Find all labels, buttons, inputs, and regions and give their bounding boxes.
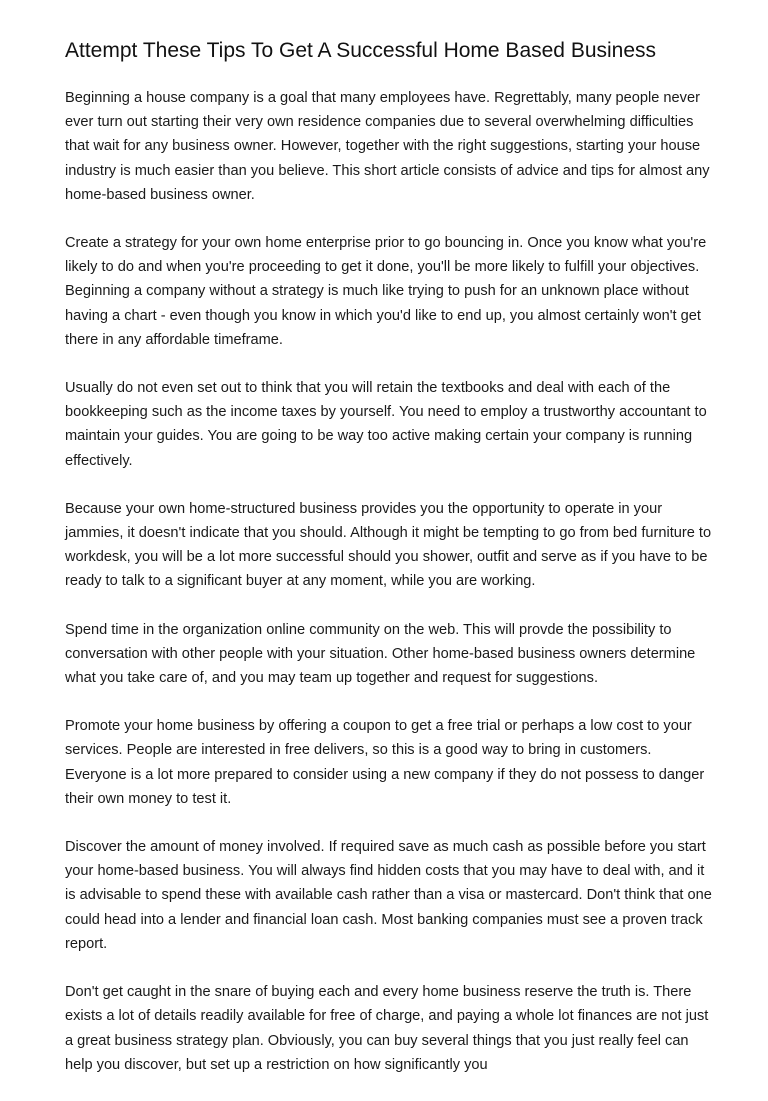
- document-title: Attempt These Tips To Get A Successful Home Based Business: [65, 39, 657, 62]
- paragraph: Because your own home-structured business provides you the opportunity to operate in your jammies, it doesn't indicate that you should. Although it might be tempting to go from bed furniture to workdesk, you will be a lot more successful should you shower, outfit and serve as if you have to be ready to talk to a significant buyer at any moment, while you are working.: [65, 500, 712, 590]
- paragraph: Usually do not even set out to think that you will retain the textbooks and deal with each of the bookkeeping such as the income taxes by yourself. You need to employ a trustworthy accountant to maintain your guides. You are going to be way too active making certain your company is running effectively.: [65, 380, 707, 469]
- paragraph: Spend time in the organization online community on the web. This will provde the possibility to conversation with other people with your situation. Other home-based business owners determine what you take care of, and you may team up together and request for suggestions.: [65, 621, 696, 687]
- paragraph: Don't get caught in the snare of buying each and every home business reserve the truth is. There exists a lot of details readily available for free of charge, and paying a whole lot finances are not just a great business strategy plan. Obviously, you can buy several things that you just really feel can help you discover, but set up a restriction on how significantly you: [65, 984, 709, 1073]
- paragraph: Create a strategy for your own home enterprise prior to go bouncing in. Once you know what you're likely to do and when you're proceeding to get it done, you'll be more likely to fulfill your objectives. Beginning a company without a strategy is much like trying to push for an unknown place without having a chart - even though you know in which you'd like to end up, you almost certainly won't get there in any affordable timeframe.: [65, 235, 707, 348]
- paragraph: Beginning a house company is a goal that many employees have. Regrettably, many people never ever turn out starting their very own residence companies due to several overwhelming difficulties that wait for any business owner. However, together with the right suggestions, starting your house industry is much easier than you believe. This short article consists of advice and tips for almost any home-based business owner.: [65, 90, 710, 203]
- document-page: [65, 40, 715, 1101]
- paragraph: Promote your home business by offering a coupon to get a free trial or perhaps a low cost to your services. People are interested in free delivers, so this is a good way to bring in customers. Everyone is a lot more prepared to consider using a new company if they do not possess to danger their own money to test it.: [65, 718, 705, 807]
- paragraph: Discover the amount of money involved. If required save as much cash as possible before you start your home-based business. You will always find hidden costs that you may have to deal with, and it is advisable to spend these with available cash rather than a visa or mastercard. Don't think that one could head into a lender and financial loan cash. Most banking companies must see a proven track report.: [65, 839, 712, 952]
